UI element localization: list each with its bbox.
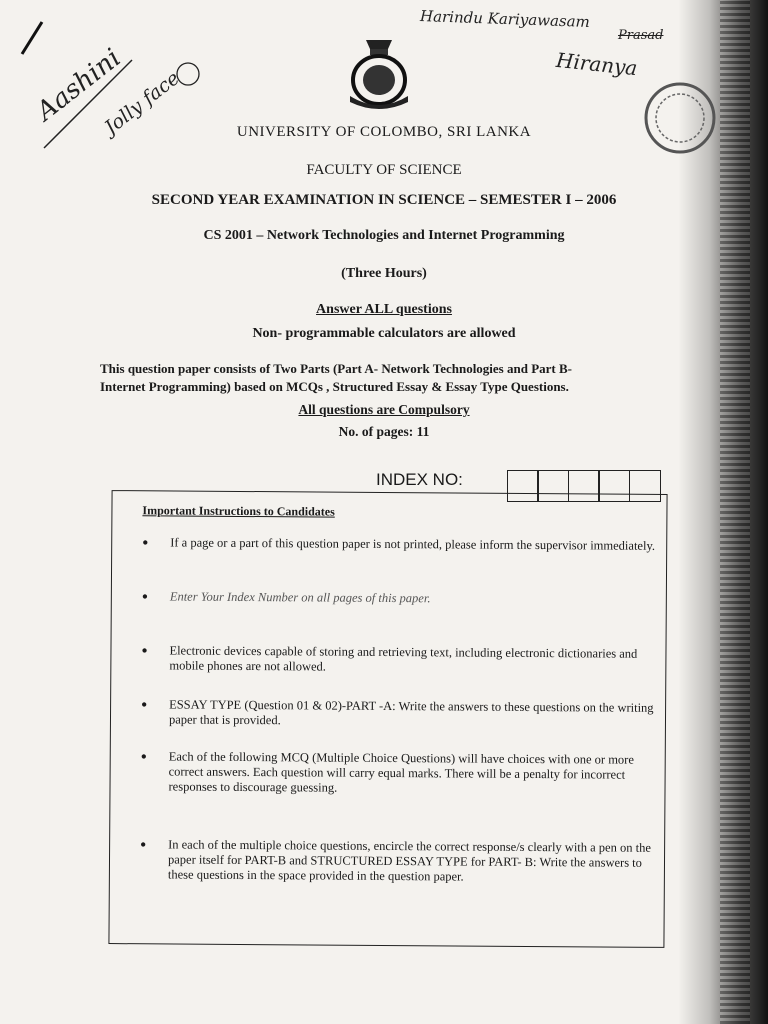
instructions-title: Important Instructions to Candidates [142, 503, 335, 519]
faculty-name: FACULTY OF SCIENCE [306, 162, 462, 178]
instruction-text: Each of the following MCQ (Multiple Choice Questions) will have choices with one or more correct answers. Each question will carry equal marks. There will be a penalty for incorrect responses to discourage guessing. [168, 749, 634, 795]
handwritten-name-right: Hiranya [554, 47, 639, 81]
index-no-label: INDEX NO: [376, 470, 463, 489]
instruction-text: ESSAY TYPE (Question 01 & 02)-PART -A: Write the answers to these questions on the writing paper that is provided. [168, 697, 654, 728]
handwritten-names-top: Harindu Kariyawasam [419, 7, 591, 31]
instruction-item [140, 749, 660, 798]
bullet-icon: ● [142, 537, 149, 549]
exam-title: SECOND YEAR EXAMINATION IN SCIENCE – SEMESTER I – 2006 [151, 192, 617, 208]
handwritten-note-left: Jolly face [100, 67, 184, 139]
compulsory-note: All questions are Compulsory [298, 402, 470, 417]
exam-duration: (Three Hours) [341, 266, 427, 281]
calculator-note: Non- programmable calculators are allowed [252, 326, 516, 341]
page-count: No. of pages: 11 [338, 424, 430, 439]
bullet-icon: ● [140, 751, 147, 763]
university-crest-icon [342, 36, 416, 112]
instruction-item [142, 589, 662, 608]
instruction-item [142, 535, 662, 554]
instruction-text: If a page or a part of this question paper is not printed, please inform the supervisor immediately. [170, 535, 656, 553]
bullet-icon: ● [141, 699, 148, 711]
instruction-item [141, 697, 661, 731]
bullet-icon: ● [141, 645, 148, 657]
instruction-item [140, 837, 660, 886]
paper-description-line-1: This question paper consists of Two Parts (Part A- Network Technologies and Part B- [100, 361, 572, 376]
answer-all-instruction: Answer ALL questions [316, 302, 452, 317]
bullet-icon: ● [141, 591, 148, 603]
university-seal-stamp [642, 80, 718, 156]
university-name: UNIVERSITY OF COLOMBO, SRI LANKA [236, 124, 532, 140]
course-title: CS 2001 – Network Technologies and Internet Programming [203, 228, 565, 243]
handwritten-name-left: Aashini [31, 43, 127, 127]
instruction-item [141, 643, 661, 677]
instruction-text: Electronic devices capable of storing and retrieving text, including electronic dictionaries and mobile phones are not allowed. [169, 643, 638, 674]
instruction-text: In each of the multiple choice questions, encircle the correct response/s clearly with a pen on the paper itself for PART-B and STRUCTURED ESSAY TYPE for PART- B: Write the answers to these questions in the space provided in the question paper. [167, 837, 651, 884]
instructions-box [108, 490, 667, 948]
handwritten-struck-word: Prasad [618, 28, 664, 43]
instruction-text: Enter Your Index Number on all pages of this paper. [169, 589, 431, 606]
bullet-icon: ● [140, 839, 147, 851]
paper-description-line-2: Internet Programming) based on MCQs , Structured Essay & Essay Type Questions. [100, 379, 569, 394]
